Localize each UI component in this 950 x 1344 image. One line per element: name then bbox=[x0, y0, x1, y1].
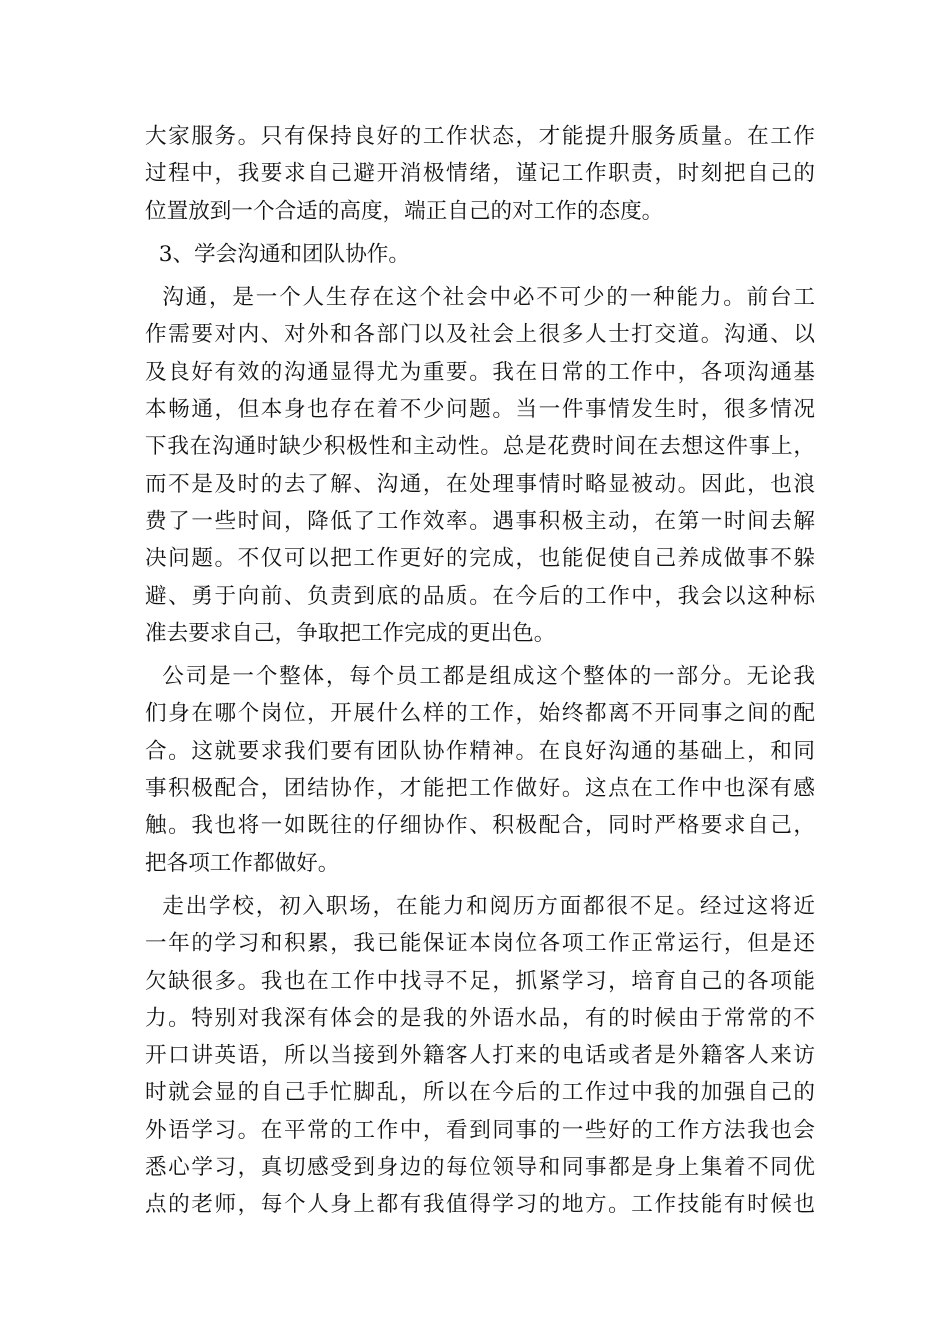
paragraph-line: 公司是一个整体，每个员工都是组成这个整体的一部分。无论我 bbox=[145, 664, 815, 690]
paragraph-line: 及良好有效的沟通显得尤为重要。我在日常的工作中，各项沟通基 bbox=[145, 359, 815, 385]
paragraph-line: 位置放到一个合适的高度，端正自己的对工作的态度。 bbox=[145, 198, 664, 224]
paragraph-line: 力。特别对我深有体会的是我的外语水品，有的时候由于常常的不 bbox=[145, 1005, 815, 1031]
paragraph-line: 避、勇于向前、负责到底的品质。在今后的工作中，我会以这种标 bbox=[145, 583, 815, 609]
paragraph-line: 时就会显的自己手忙脚乱，所以在今后的工作过中我的加强自己的 bbox=[145, 1080, 815, 1106]
paragraph-line: 事积极配合，团结协作，才能把工作做好。这点在工作中也深有感 bbox=[145, 776, 815, 802]
paragraph-line: 准去要求自己，争取把工作完成的更出色。 bbox=[145, 620, 556, 646]
paragraph-line: 们身在哪个岗位，开展什么样的工作，始终都离不开同事之间的配 bbox=[145, 701, 815, 727]
paragraph bbox=[145, 279, 815, 652]
paragraph-line: 欠缺很多。我也在工作中找寻不足，抓紧学习，培育自己的各项能 bbox=[145, 968, 815, 994]
paragraph-line: 本畅通，但本身也存在着不少问题。当一件事情发生时，很多情况 bbox=[145, 397, 815, 423]
paragraph-line: 沟通，是一个人生存在这个社会中必不可少的一种能力。前台工 bbox=[145, 285, 815, 311]
paragraph bbox=[145, 118, 815, 230]
paragraph-line: 费了一些时间，降低了工作效率。遇事积极主动，在第一时间去解 bbox=[145, 508, 815, 534]
paragraph-line: 大家服务。只有保持良好的工作状态，才能提升服务质量。在工作 bbox=[145, 124, 815, 149]
paragraph-line: 把各项工作都做好。 bbox=[145, 850, 340, 876]
paragraph-line: 合。这就要求我们要有团队协作精神。在良好沟通的基础上，和同 bbox=[145, 738, 815, 764]
paragraph-line: 过程中，我要求自己避开消极情绪，谨记工作职责，时刻把自己的 bbox=[145, 161, 815, 187]
paragraph-line: 外语学习。在平常的工作中，看到同事的一些好的工作方法我也会 bbox=[145, 1117, 815, 1143]
paragraph-line: 悉心学习，真切感受到身边的每位领导和同事都是身上集着不同优 bbox=[145, 1155, 815, 1181]
paragraph bbox=[145, 236, 815, 273]
paragraph-line: 作需要对内、对外和各部门以及社会上很多人士打交道。沟通、以 bbox=[145, 322, 815, 348]
paragraph-line: 而不是及时的去了解、沟通，在处理事情时略显被动。因此，也浪 bbox=[145, 471, 815, 497]
paragraph-line: 一年的学习和积累，我已能保证本岗位各项工作正常运行，但是还 bbox=[145, 931, 815, 957]
document-body bbox=[145, 118, 815, 1224]
paragraph bbox=[145, 888, 815, 1224]
paragraph-line: 触。我也将一如既往的仔细协作、积极配合，同时严格要求自己， bbox=[145, 813, 815, 839]
paragraph-line: 下我在沟通时缺少积极性和主动性。总是花费时间在去想这件事上， bbox=[145, 434, 815, 460]
paragraph-line: 决问题。不仅可以把工作更好的完成，也能促使自己养成做事不躲 bbox=[145, 546, 815, 572]
paragraph bbox=[145, 658, 815, 882]
paragraph-line: 3、学会沟通和团队协作。 bbox=[145, 241, 410, 267]
paragraph-line: 走出学校，初入职场，在能力和阅历方面都很不足。经过这将近 bbox=[145, 893, 815, 919]
paragraph-line: 点的老师，每个人身上都有我值得学习的地方。工作技能有时候也 bbox=[145, 1192, 815, 1218]
paragraph-line: 开口讲英语，所以当接到外籍客人打来的电话或者是外籍客人来访 bbox=[145, 1043, 815, 1069]
